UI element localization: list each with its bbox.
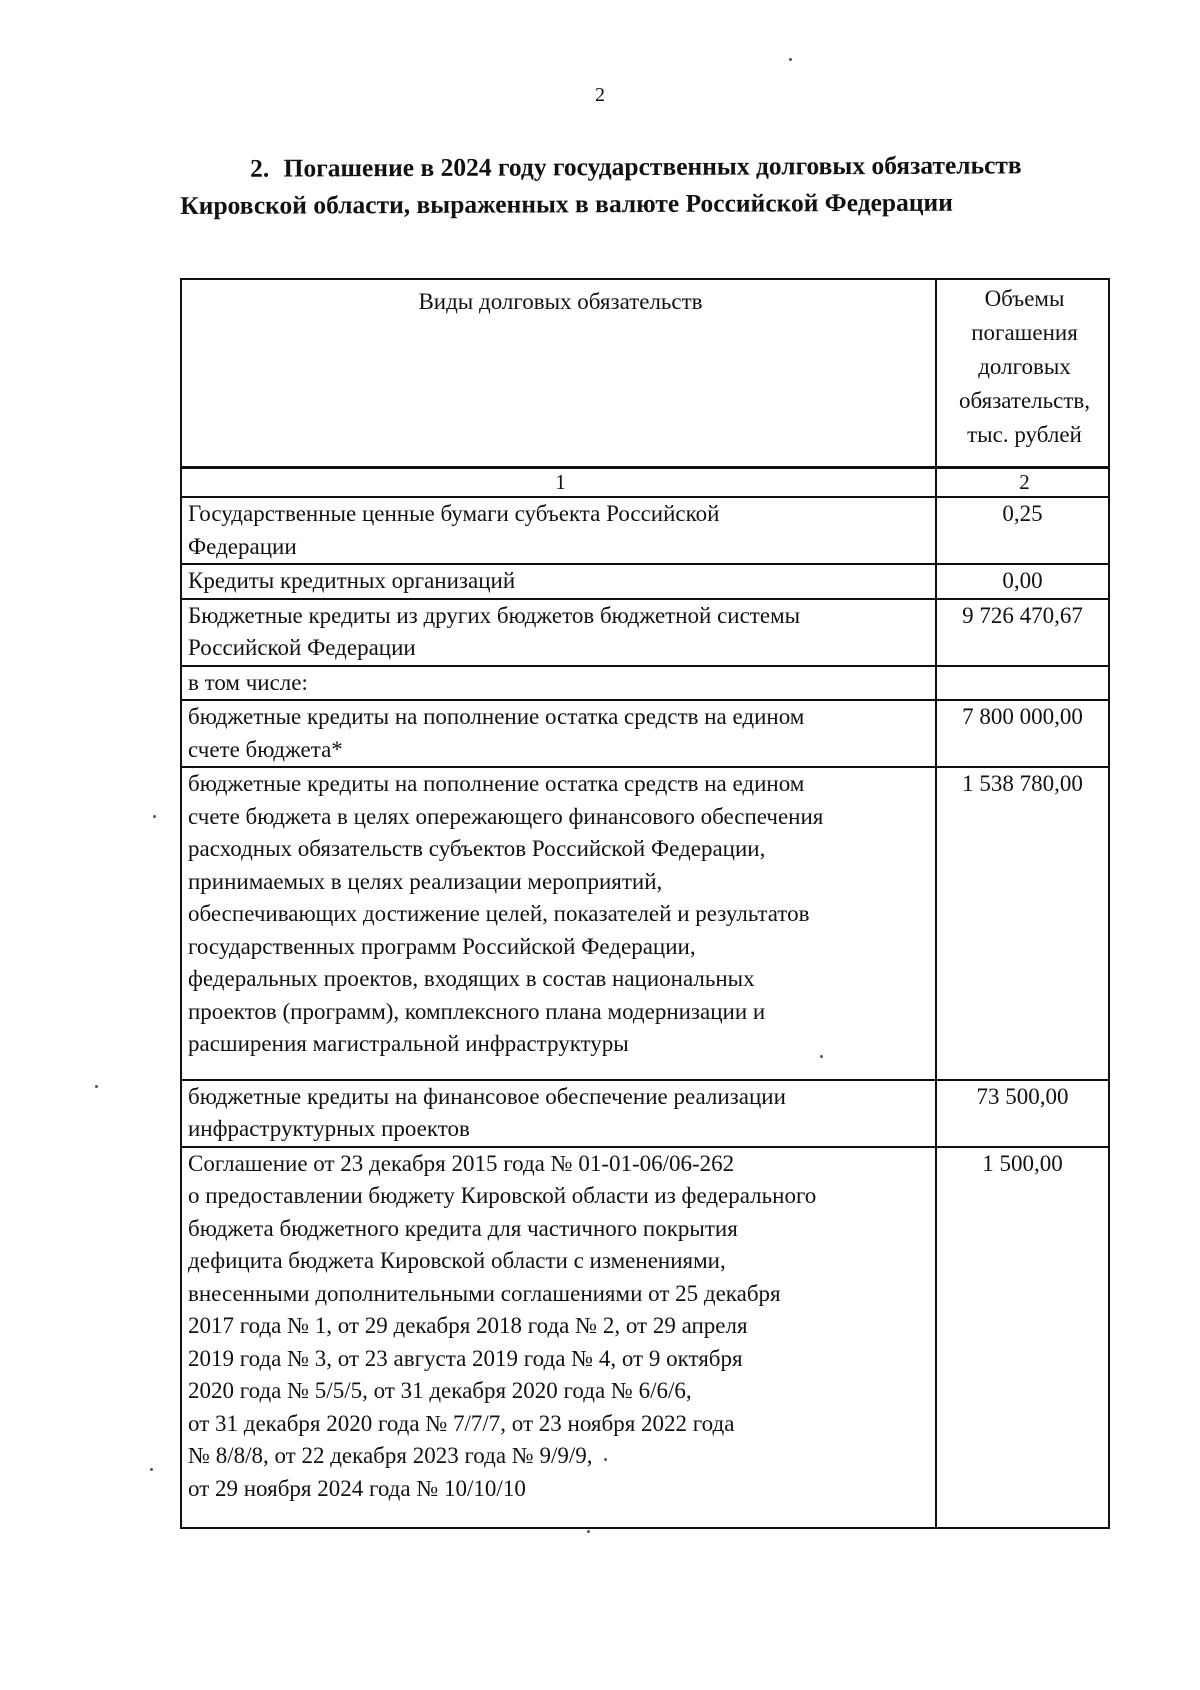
table-row	[181, 1080, 1109, 1147]
table-row	[181, 564, 1109, 599]
page-number: 2	[595, 84, 605, 106]
debt-type-line: 2019 года № 3, от 23 августа 2019 года № 4, от 9 октября	[188, 1345, 743, 1371]
debt-type-line: Федерации	[188, 533, 297, 559]
debt-type-line: бюджетные кредиты на пополнение остатка средств на едином	[188, 704, 805, 729]
debt-repayment-table	[180, 278, 1110, 1529]
header-repayment-line: долговых	[978, 354, 1071, 379]
scan-speck	[153, 815, 156, 818]
debt-type-line: счете бюджета*	[188, 736, 343, 762]
debt-type-line: Государственные ценные бумаги субъекта Российской	[188, 501, 720, 526]
debt-type-line: государственных программ Российской Федерации,	[188, 933, 696, 959]
debt-type-line: счете бюджета в целях опережающего финансового обеспечения	[188, 803, 824, 829]
debt-type-line: 2017 года № 1, от 29 декабря 2018 года № 2, от 29 апреля	[188, 1313, 748, 1338]
table-header-row	[181, 279, 1109, 468]
scan-speck	[820, 1055, 823, 1058]
debt-type-line: Кредиты кредитных организаций	[188, 568, 516, 593]
table-row	[181, 700, 1109, 767]
repayment-value-cell: 9 726 470,67	[936, 599, 1109, 666]
debt-type-line: проектов (программ), комплексного плана модернизации и	[188, 998, 766, 1024]
table-row	[181, 497, 1109, 564]
debt-type-line: федеральных проектов, входящих в состав национальных	[188, 966, 755, 991]
header-repayment-line: погашения	[971, 320, 1078, 345]
repayment-value-cell: 0,00	[936, 564, 1109, 599]
index-cell-1: 1	[181, 468, 936, 498]
header-repayment-volumes	[936, 279, 1109, 468]
scan-speck	[789, 58, 792, 61]
debt-type-line: внесенными дополнительными соглашениями от 25 декабря	[188, 1280, 781, 1306]
debt-type-cell	[181, 1080, 936, 1147]
debt-type-cell	[181, 700, 936, 767]
table-index-row	[181, 468, 1109, 498]
table-row	[181, 1147, 1109, 1529]
table-row	[181, 767, 1109, 1080]
heading-line-2: Кировской области, выраженных в валюте Российской Федерации	[180, 187, 953, 220]
debt-type-cell	[181, 767, 936, 1080]
heading-text-1: Погашение в 2024 году государственных долговых обязательств	[283, 150, 1022, 183]
scan-speck	[604, 1458, 607, 1461]
index-cell-2: 2	[936, 468, 1109, 498]
repayment-value-cell: 7 800 000,00	[936, 700, 1109, 767]
debt-type-line: от 29 ноября 2024 года № 10/10/10	[188, 1475, 526, 1501]
debt-type-line: в том числе:	[188, 669, 308, 695]
debt-type-line: бюджета бюджетного кредита для частичного покрытия	[188, 1215, 738, 1241]
debt-type-line: от 31 декабря 2020 года № 7/7/7, от 23 ноября 2022 года	[188, 1410, 735, 1436]
table-row	[181, 666, 1109, 701]
scan-speck	[587, 1530, 590, 1533]
table-row	[181, 599, 1109, 666]
repayment-value-cell: 0,25	[936, 497, 1109, 564]
scan-speck	[150, 1468, 153, 1471]
header-repayment-line: обязательств,	[958, 388, 1090, 413]
repayment-value-cell: 73 500,00	[936, 1080, 1109, 1147]
header-repayment-line: тыс. рублей	[967, 422, 1082, 447]
debt-type-line: о предоставлении бюджету Кировской области из федерального	[188, 1183, 817, 1208]
header-debt-types: Виды долговых обязательств	[181, 279, 936, 468]
repayment-value-cell	[936, 666, 1109, 701]
debt-type-line: бюджетные кредиты на финансовое обеспечение реализации	[188, 1083, 786, 1109]
header-repayment-line: Объемы	[984, 286, 1065, 311]
debt-type-line: обеспечивающих достижение целей, показателей и результатов	[188, 901, 810, 926]
debt-type-line: 2020 года № 5/5/5, от 31 декабря 2020 года № 6/6/6,	[188, 1378, 692, 1403]
debt-type-line: расходных обязательств субъектов Российской Федерации,	[188, 836, 766, 861]
debt-type-line: бюджетные кредиты на пополнение остатка средств на едином	[188, 771, 805, 796]
repayment-value-cell: 1 538 780,00	[936, 767, 1109, 1080]
section-heading	[180, 146, 1110, 224]
debt-type-line: дефицита бюджета Кировской области с изменениями,	[188, 1248, 726, 1273]
debt-type-cell	[181, 666, 936, 701]
debt-type-cell	[181, 599, 936, 666]
debt-type-line: принимаемых в целях реализации мероприятий,	[188, 868, 663, 894]
debt-type-line: № 8/8/8, от 22 декабря 2023 года № 9/9/9,	[188, 1443, 593, 1468]
debt-type-line: инфраструктурных проектов	[188, 1116, 470, 1141]
debt-type-cell	[181, 497, 936, 564]
debt-type-line: Соглашение от 23 декабря 2015 года № 01-01-06/06-262	[188, 1150, 735, 1176]
repayment-value-cell: 1 500,00	[936, 1147, 1109, 1529]
debt-type-line: расширения магистральной инфраструктуры	[188, 1031, 629, 1056]
heading-line-1	[180, 146, 1110, 187]
scan-speck	[95, 1085, 98, 1088]
debt-type-line: Российской Федерации	[188, 635, 416, 660]
debt-type-cell	[181, 1147, 936, 1529]
debt-type-cell	[181, 564, 936, 599]
debt-type-line: Бюджетные кредиты из других бюджетов бюджетной системы	[188, 602, 801, 628]
heading-number: 2.	[250, 153, 270, 183]
